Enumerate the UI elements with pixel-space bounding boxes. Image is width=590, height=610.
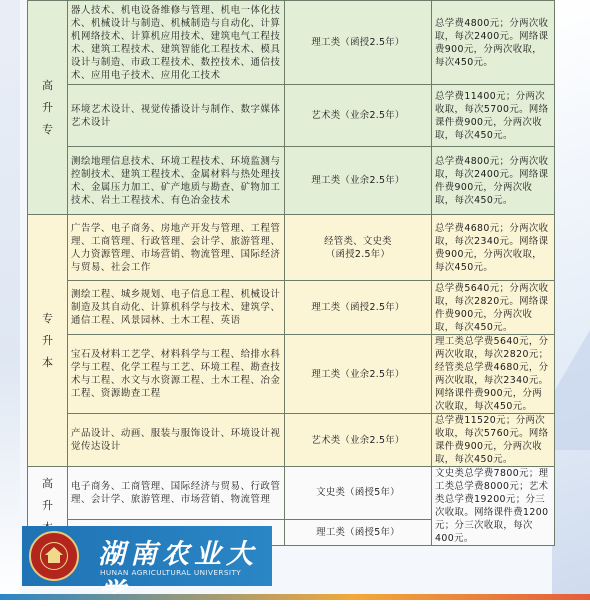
category-cell: 理工类（函授2.5年） [285,281,432,335]
fee-cell: 总学费5640元；分两次收取，每次2820元。网络课件费900元，分两次收取，每次450元。 [432,281,555,335]
bottom-decorative-strip [0,594,590,600]
major-cell: 环境艺术设计、视觉传播设计与制作、数字媒体艺术设计 [68,85,285,147]
fee-cell: 总学费11520元；分两次收取，每次5760元。网络课件费900元，分两次收取，每次450元。 [432,414,555,467]
major-cell: 电子商务、工商管理、国际经济与贸易、行政管理、会计学、旅游管理、市场营销、物流管理 [68,467,285,520]
level-cell-zhuanshengben: 专 升 本 [28,215,68,467]
major-cell: 器人技术、机电设备维修与管理、机电一体化技术、机械设计与制造、机械制造与自动化、计算机网络技术、计算机应用技术、建筑电气工程技术、建筑工程技术、建筑智能化工程技术、模具设计与制造、市政工程技术、数控技术、通信技术、应用电子技术、应用化工技术 [68,1,285,85]
university-name-en: HUNAN AGRICULTURAL UNIVERSITY [100,568,242,577]
decorative-right-band [552,0,590,600]
university-banner [22,526,272,586]
table-row [28,281,555,335]
category-cell: 理工类（函授2.5年） [285,1,432,85]
table-row [28,335,555,414]
table-row [28,467,555,520]
university-seal-icon [29,531,79,581]
university-name-cn: 湖南农业大 [98,539,258,570]
category-cell: 文史类（函授5年） [285,467,432,520]
category-cell: 理工类（业余2.5年） [285,147,432,215]
major-cell: 测绘地理信息技术、环境工程技术、环境监测与控制技术、建筑工程技术、金属材料与热处理技术、金属压力加工、矿产地质与勘查、矿物加工技术、岩土工程技术、有色冶金技术 [68,147,285,215]
major-cell: 宝石及材料工艺学、材料科学与工程、给排水科学与工程、化学工程与工艺、环境工程、勘查技术与工程、水文与水资源工程、土木工程、冶金工程、资源勘查工程 [68,335,285,414]
fee-cell: 文史类总学费7800元；理工类总学费8000元；艺术类总学费19200元；分三次收取。网络课件费1200元；分三次收取，每次400元。 [432,467,555,546]
fee-cell: 总学费4800元；分两次收取，每次2400元。网络课件费900元，分两次收取，每次450元。 [432,147,555,215]
category-cell: 理工类（函授5年） [285,519,432,545]
category-cell: 理工类（业余2.5年） [285,335,432,414]
table-row [28,147,555,215]
major-cell: 测绘工程、城乡规划、电子信息工程、机械设计制造及其自动化、计算机科学与技术、建筑学、通信工程、风景园林、土木工程、英语 [68,281,285,335]
decorative-left-band [0,0,20,600]
fee-cell: 总学费11400元；分两次收取，每次5700元。网络课件费900元，分两次收取，每次450元。 [432,85,555,147]
level-cell-gaoshengzhuan: 高 升 专 [28,1,68,215]
table-row [28,85,555,147]
table-row [28,215,555,281]
level-cell-gaoshengben: 高 升 [28,467,68,546]
category-cell: 经管类、文史类 （函授2.5年） [285,215,432,281]
category-cell: 艺术类（业余2.5年） [285,414,432,467]
major-cell: 广告学、电子商务、房地产开发与管理、工程管理、工商管理、行政管理、会计学、旅游管理、人力资源管理、市场营销、物流管理、国际经济与贸易、社会工作 [68,215,285,281]
major-cell: 产品设计、动画、服装与服饰设计、环境设计视觉传达设计 [68,414,285,467]
fee-cell: 总学费4800元；分两次收取，每次2400元。网络课费900元，分两次收取，每次450元。 [432,1,555,85]
tuition-fee-table [27,0,555,546]
table-row [28,414,555,467]
table-row [28,1,555,85]
fee-cell: 理工类总学费5640元，分两次收取，每次2820元；经管类总学费4680元，分两次收取，每次2340元。网络课件费900元，分两次收取，每次450元。 [432,335,555,414]
fee-cell: 总学费4680元；分两次收取，每次2340元。网络课费900元，分两次收取，每次450元。 [432,215,555,281]
category-cell: 艺术类（业余2.5年） [285,85,432,147]
